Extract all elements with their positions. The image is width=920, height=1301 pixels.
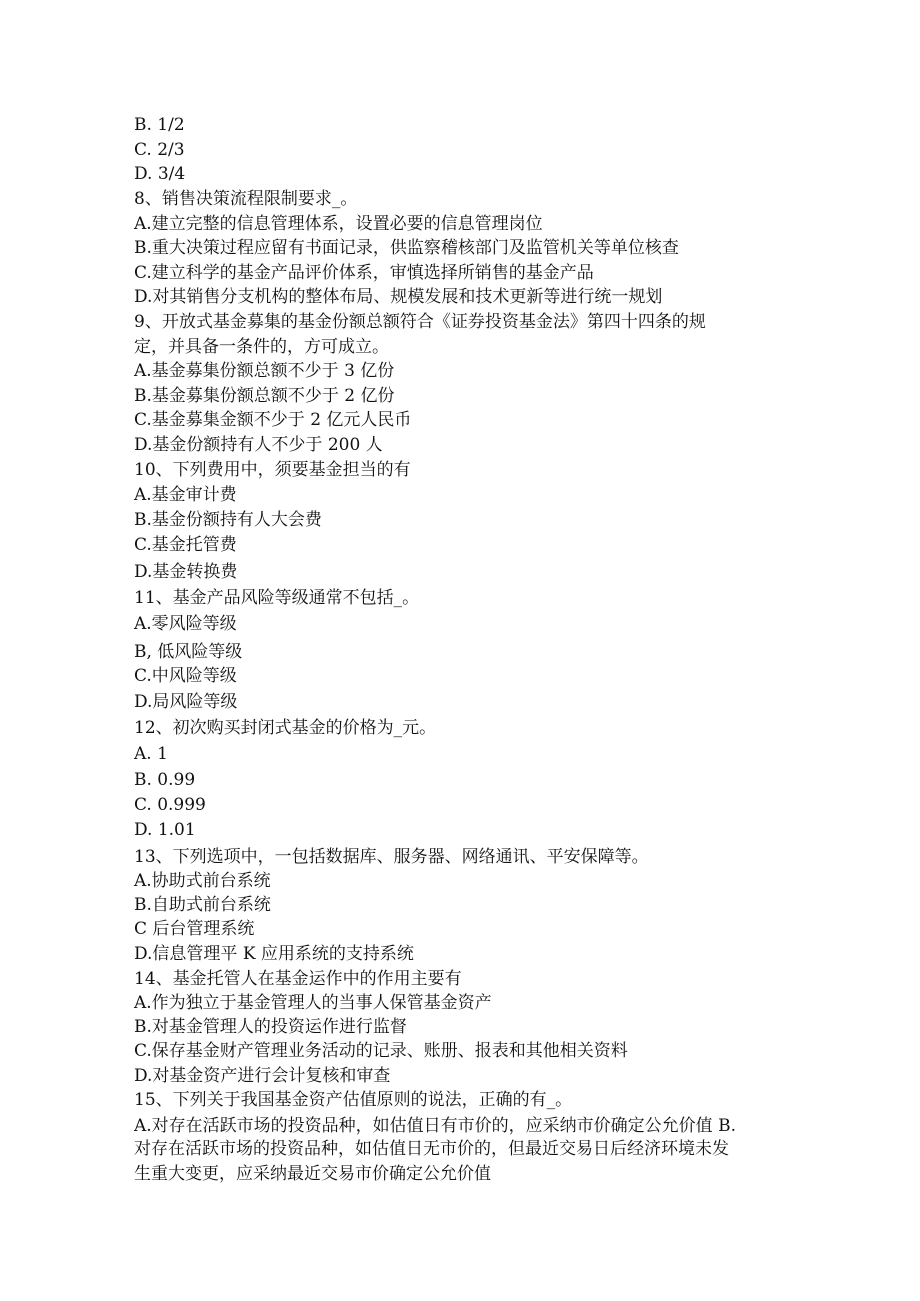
text-line: C 后台管理系统 (134, 919, 255, 939)
text-line: 对存在活跃市场的投资品种，如估值日无市价的，但最近交易日后经济环境未发 (134, 1139, 729, 1159)
text-line: D. 1.01 (134, 820, 196, 840)
text-line: D. 3/4 (134, 164, 186, 184)
text-line: B, 低风险等级 (134, 642, 243, 662)
text-line: B. 1/2 (134, 115, 185, 135)
text-line: C. 0.999 (134, 795, 206, 815)
text-line: B.重大决策过程应留有书面记录，供监察稽核部门及监管机关等单位核查 (134, 238, 679, 258)
text-line: 9、开放式基金募集的基金份额总额符合《证券投资基金法》第四十四条的规 (134, 312, 706, 332)
text-line: 生重大变更，应采纳最近交易市价确定公允价值 (134, 1164, 491, 1184)
text-line: C.基金募集金额不少于 2 亿元人民币 (134, 410, 412, 430)
text-line: 11、基金产品风险等级通常不包括_。 (134, 588, 420, 608)
text-line: 12、初次购买封闭式基金的价格为_元。 (134, 718, 437, 738)
text-line: C.保存基金财产管理业务活动的记录、账册、报表和其他相关资料 (134, 1041, 628, 1061)
text-line: A. 1 (134, 744, 168, 764)
text-line: D.基金份额持有人不少于 200 人 (134, 435, 383, 455)
text-line: 定，并具备一条件的，方可成立。 (134, 337, 389, 357)
text-line: A.零风险等级 (134, 614, 237, 634)
text-line: A.对存在活跃市场的投资品种，如估值日有市价的，应采纳市价确定公允价值 B. (134, 1116, 736, 1136)
text-line: D.信息管理平 K 应用系统的支持系统 (134, 944, 414, 964)
text-line: 14、基金托管人在基金运作中的作用主要有 (134, 969, 462, 989)
text-line: A.基金审计费 (134, 485, 237, 505)
text-line: C.基金托管费 (134, 535, 237, 555)
text-line: A.基金募集份额总额不少于 3 亿份 (134, 361, 395, 381)
text-line: 8、销售决策流程限制要求_。 (134, 189, 358, 209)
text-line: C.建立科学的基金产品评价体系，审慎选择所销售的基金产品 (134, 263, 594, 283)
text-line: A.建立完整的信息管理体系，设置必要的信息管理岗位 (134, 214, 543, 234)
text-line: B.对基金管理人的投资运作进行监督 (134, 1017, 407, 1037)
text-line: D.对基金资产进行会计复核和审查 (134, 1066, 391, 1086)
text-line: 15、下列关于我国基金资产估值原则的说法，正确的有_。 (134, 1090, 573, 1110)
text-line: B.基金份额持有人大会费 (134, 510, 322, 530)
text-line: B.基金募集份额总额不少于 2 亿份 (134, 386, 395, 406)
text-line: A.作为独立于基金管理人的当事人保管基金资产 (134, 993, 492, 1013)
text-line: D.基金转换费 (134, 562, 238, 582)
text-line: 10、下列费用中，须要基金担当的有 (134, 460, 411, 480)
text-line: C.中风险等级 (134, 666, 237, 686)
text-line: B. 0.99 (134, 770, 196, 790)
text-line: A.协助式前台系统 (134, 871, 271, 891)
text-line: B.自助式前台系统 (134, 895, 271, 915)
text-line: D.局风险等级 (134, 692, 238, 712)
text-line: 13、下列选项中，一包括数据库、服务器、网络通讯、平安保障等。 (134, 847, 649, 867)
text-line: C. 2/3 (134, 140, 185, 160)
text-line: D.对其销售分支机构的整体布局、规模发展和技术更新等进行统一规划 (134, 287, 663, 307)
